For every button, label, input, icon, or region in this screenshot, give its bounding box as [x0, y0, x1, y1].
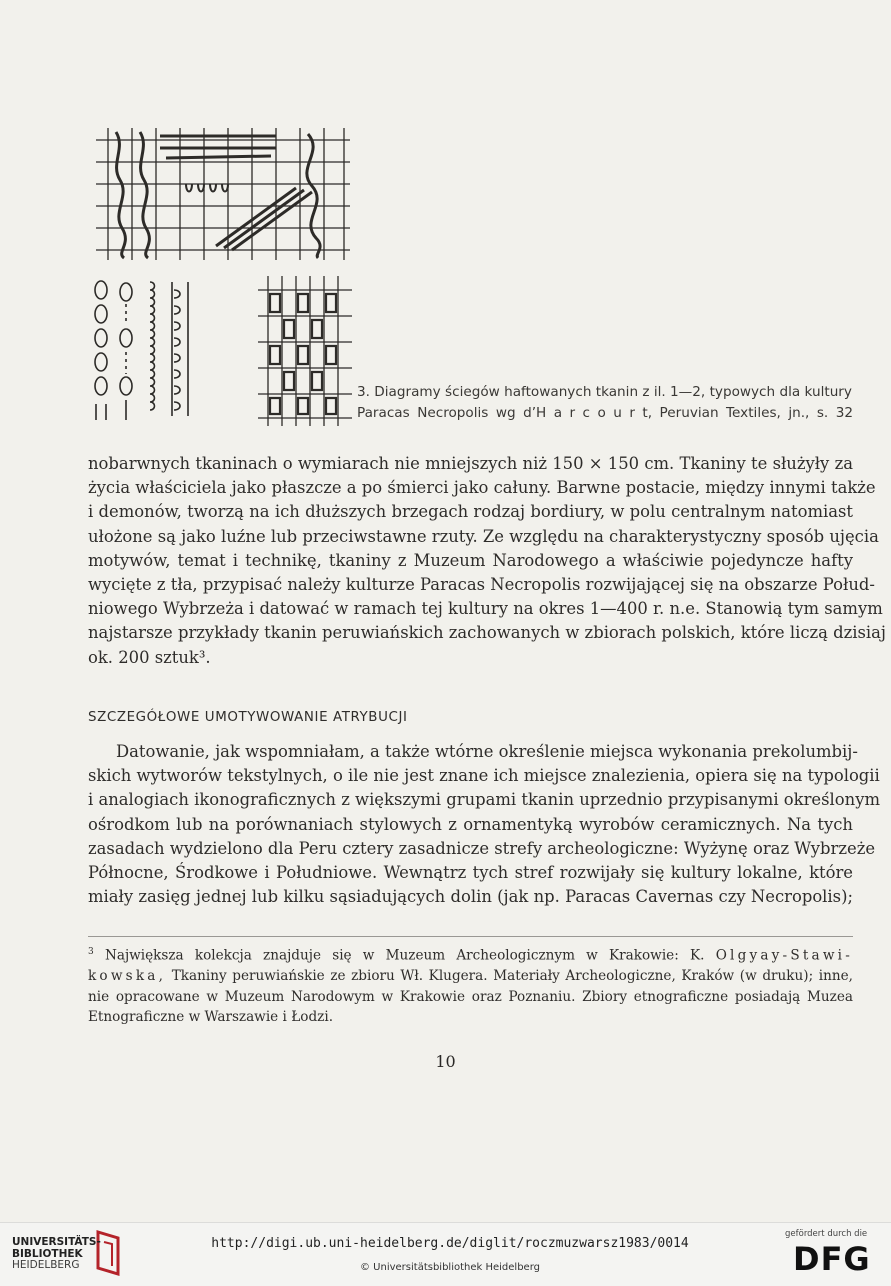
text-line: Datowanie, jak wspomniałam, a także wtórne określenie miejsca wykonania prekolumbij-: [116, 742, 858, 761]
text-line: ułożone są jako luźne lub przeciwstawne rzuty. Ze względu na charakterystyczny sposób ujęcia: [88, 526, 879, 546]
text-line: życia właściciela jako płaszcze a po śmierci jako całuny. Barwne postacie, między innymi także: [88, 478, 876, 498]
footnote-divider: [88, 936, 853, 937]
section-heading: SZCZEGÓŁOWE UMOTYWOWANIE ATRYBUCJI: [88, 710, 408, 725]
text-line: zasadach wydzielono dla Peru cztery zasadnicze strefy archeologiczne: Wyżynę oraz Wybrzeże: [88, 838, 876, 858]
text-line: nobarwnych tkaninach o wymiarach nie mniejszych niż 150 × 150 cm. Tkaniny te służyły za: [88, 454, 853, 473]
text-line: ok. 200 sztuk³.: [88, 647, 211, 667]
author-name-cont: kowska,: [88, 968, 167, 985]
stem-stitch-diagram: [92, 278, 196, 420]
text-line: skich wytworów tekstylnych, o ile nie jest znane ich miejsce znalezienia, opiera się na typologii: [88, 766, 880, 786]
text-line: Północne, Środkowe i Południowe. Wewnątrz tych stref rozwijały się kultury lokalne, które: [88, 863, 853, 883]
footnote-line: [88, 966, 853, 987]
footnote-line: [88, 942, 853, 966]
author-name: Olgyay-Stawi-: [715, 947, 853, 964]
footnote-text: Tkaniny peruwiańskie ze zbioru Wł. Klugera. Materiały Archeologiczne, Kraków (w druku); inne,: [166, 968, 853, 985]
logo-line-1: UNIVERSITÄTS-: [12, 1236, 101, 1248]
dfg-logo[interactable]: DFG: [793, 1240, 871, 1278]
text-line: miały zasięg jednej lub kilku sąsiadujących dolin (jak np. Paracas Cavernas czy Necropolis);: [88, 887, 853, 907]
interlock-stitch-diagram: [258, 276, 352, 426]
copyright-text: © Universitätsbibliothek Heidelberg: [359, 1262, 540, 1273]
text-line: i analogiach ikonograficznych z większymi grupami tkanin uprzednio przypisanymi określonym: [88, 790, 880, 810]
funded-by-label: gefördert durch die: [785, 1229, 868, 1239]
text-line: najstarsze przykłady tkanin peruwiańskich zachowanych w zbiorach polskich, które liczą dzisiaj: [88, 623, 886, 643]
caption-line-1: 3. Diagramy ściegów haftowanych tkanin z il. 1—2, typowych dla kultury: [357, 384, 852, 400]
text-line: ośrodkom lub na porównaniach stylowych z ornamentyką wyrobów ceramicznych. Na tych: [88, 814, 853, 834]
text-line: motywów, temat i technikę, tkaniny z Muzeum Narodowego a właściwie pojedyncze hafty: [88, 550, 853, 570]
caption-line-2: Paracas Necropolis wg d’H a r c o u r t, Peruvian Textiles, jn., s. 32: [357, 405, 853, 421]
paragraph-1: [88, 452, 886, 670]
footnote-text: Największa kolekcja znajduje się w Muzeum Archeologicznym w Krakowie: K.: [93, 947, 716, 964]
ub-heidelberg-logo[interactable]: [12, 1237, 101, 1272]
text-line: niowego Wybrzeża i datować w ramach tej kultury na okres 1—400 r. n.e. Stanowią tym samym: [88, 599, 883, 619]
viewer-footer: [0, 1222, 891, 1286]
footnote-marker: 3: [88, 947, 94, 957]
text-line: i demonów, tworzą na ich dłuższych brzegach rodzaj bordiury, w polu centralnym natomiast: [88, 502, 853, 522]
footnote-line: Etnograficzne w Warszawie i Łodzi.: [88, 1009, 334, 1026]
paragraph-2: [88, 740, 880, 909]
figure-caption: [357, 382, 853, 424]
footnote: [88, 942, 853, 1028]
logo-line-2: BIBLIOTHEK: [12, 1247, 83, 1260]
text-line: wycięte z tła, przypisać należy kulturze Paracas Necropolis rozwijającej się na obszarze Połud-: [88, 575, 875, 595]
stitch-diagram-grid: [96, 128, 350, 260]
footnote-line: nie opracowane w Muzeum Narodowym w Krakowie oraz Poznaniu. Zbiory etnograficzne posiadają Muzea: [88, 988, 853, 1005]
logo-line-3: HEIDELBERG: [12, 1259, 80, 1272]
document-url-link[interactable]: http://digi.ub.uni-heidelberg.de/diglit/roczmuzwarsz1983/0014: [211, 1236, 689, 1251]
page-number: 10: [435, 1052, 456, 1071]
